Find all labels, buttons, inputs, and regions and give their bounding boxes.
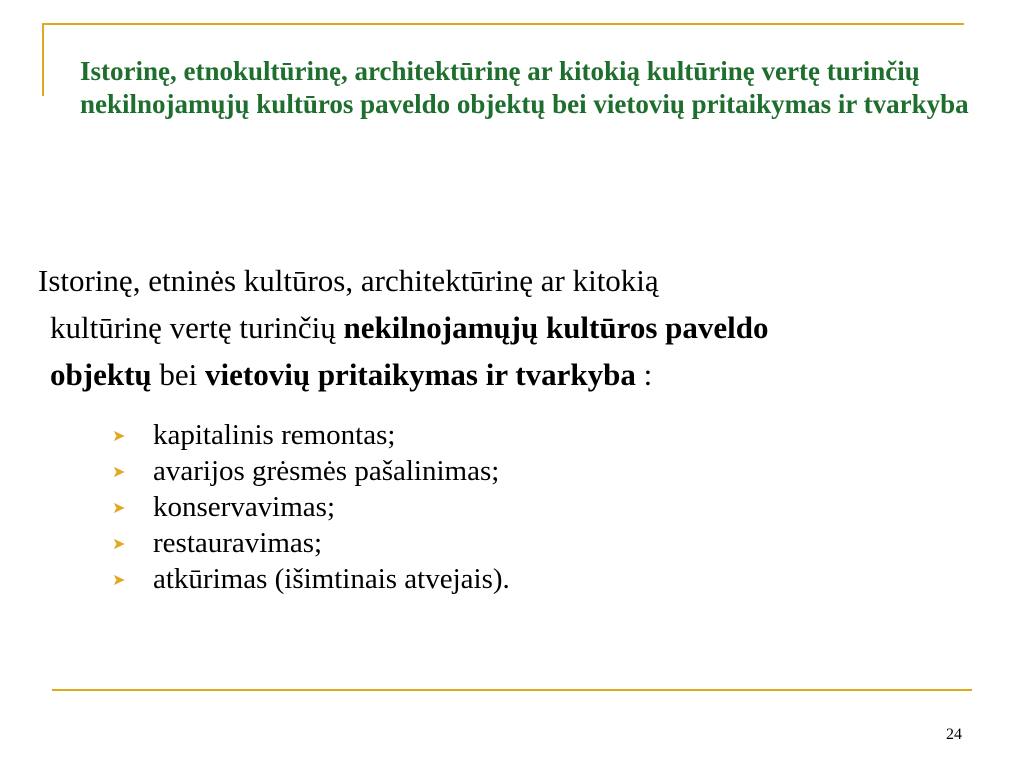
bottom-accent-line <box>52 689 972 691</box>
intro-line-2 <box>38 304 998 351</box>
bullet-item <box>112 453 510 489</box>
intro-line-2-emphasis: nekilnojamųjų kultūros paveldo <box>343 310 769 345</box>
arrow-bullet-icon: ➤ <box>112 533 126 553</box>
bullet-text: kapitalinis remontas; <box>153 418 396 451</box>
intro-line-3 <box>38 351 998 398</box>
arrow-bullet-icon: ➤ <box>112 425 126 445</box>
intro-line-3-colon: : <box>635 357 653 392</box>
intro-line-3-text: bei <box>151 357 206 392</box>
intro-paragraph <box>38 257 998 398</box>
bullet-text: restauravimas; <box>153 526 323 559</box>
intro-line-3-emphasis-1: objektų <box>50 357 152 392</box>
top-accent-line <box>42 23 964 25</box>
bullet-item <box>112 489 510 525</box>
arrow-bullet-icon: ➤ <box>112 497 126 517</box>
bullet-item <box>112 525 510 561</box>
left-accent-line <box>42 23 44 96</box>
bullet-list <box>112 417 510 597</box>
bullet-text: konservavimas; <box>153 490 336 523</box>
arrow-bullet-icon: ➤ <box>112 569 126 589</box>
intro-line-3-emphasis-2: vietovių pritaikymas ir tvarkyba <box>205 357 636 392</box>
slide-title: Istorinę, etnokultūrinę, architektūrinę ar kitokią kultūrinę vertę turinčių nekilnojamųjų kultūros paveldo objektų bei vietovių pritaikymas ir tvarkyba <box>80 56 969 119</box>
bullet-text: atkūrimas (išimtinais atvejais). <box>153 562 510 595</box>
page-number: 24 <box>946 726 962 743</box>
intro-line-2-text: kultūrinę vertę turinčių <box>50 310 344 345</box>
intro-line-1: Istorinę, etninės kultūros, architektūrinę ar kitokią <box>38 263 659 298</box>
bullet-item <box>112 417 510 453</box>
arrow-bullet-icon: ➤ <box>112 461 126 481</box>
bullet-item <box>112 561 510 597</box>
bullet-text: avarijos grėsmės pašalinimas; <box>153 454 500 487</box>
